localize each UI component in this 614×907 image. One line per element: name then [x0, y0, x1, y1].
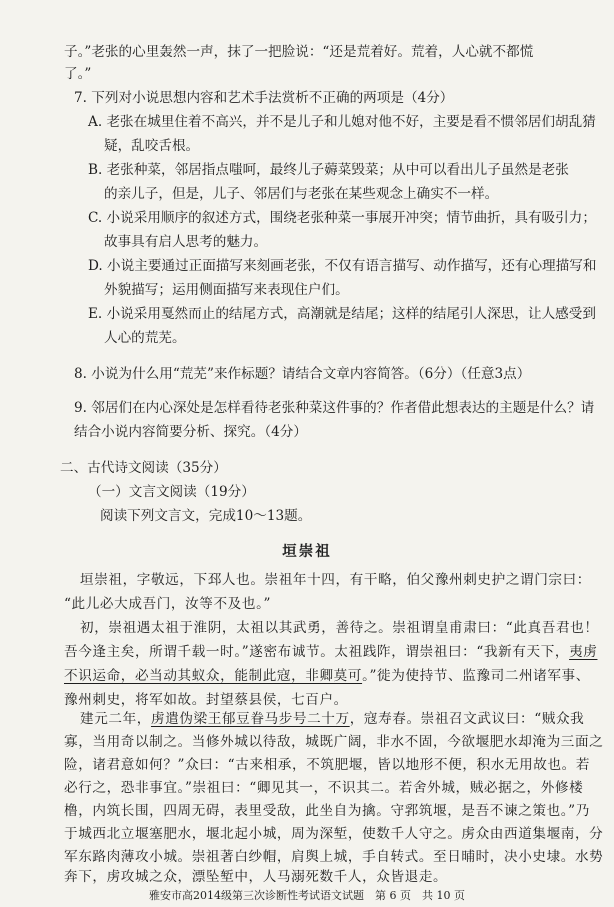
intro-line-1: 子。”老张的心里轰然一声，抹了一把脸说：“还是荒着好。荒着，人心就不都慌 — [64, 44, 534, 60]
passage-p3-line-8: 奔下，虏攻城之众，漂坠堑中，人马溺死数千人，众皆退走。 — [64, 869, 448, 885]
passage-p3-line-5: 橹，内筑长围，四周无碍，表里受敌，此坐自为擒。守郛筑堰，是吾不谏之策也。”乃 — [64, 803, 590, 819]
passage-p2-line-1: 初，崇祖遇太祖于淮阴，太祖以其武勇，善待之。崇祖谓皇甫肃曰：“此真吾君也！ — [80, 620, 599, 636]
passage-p1-line-1: 垣崇祖，字敬远，下邳人也。崇祖年十四，有干略，伯父豫州刺史护之谓门宗曰： — [80, 572, 591, 588]
passage-underlined-phrase-1b: 不识运命，必当动其蚁众，能制此寇，非卿莫可 — [64, 668, 363, 684]
option-a-line-1: A. 老张在城里住着不高兴，并不是儿子和儿媳对他不好，主要是看不惯邻居们胡乱猜 — [88, 114, 596, 130]
passage-p2-line-4: 豫州刺史，将军如故。封望蔡县侯，七百户。 — [64, 692, 348, 708]
passage-p3-line-6: 于城西北立堰塞肥水，堰北起小城，周为深堑，使数千人守之。虏众由西道集堰南，分 — [64, 826, 604, 842]
passage-p3-line-2: 寡，当用奇以制之。当修外城以待敌，城既广阔，非水不固，今欲堰肥水却淹为三面之 — [64, 734, 604, 750]
section-2-subheading: （一）文言文阅读（19分） — [88, 484, 255, 500]
passage-p3-line-1-text-b: ，寇寿春。崇祖召文武议曰：“贼众我 — [349, 711, 585, 727]
passage-p2-line-3 — [64, 664, 590, 689]
option-b-line-1: B. 老张种菜，邻居指点嗤呵，最终儿子薅菜毁菜；从中可以看出儿子虽然是老张 — [88, 162, 569, 178]
option-d-line-1: D. 小说主要通过正面描写来刻画老张，不仅有语言描写、动作描写，还有心理描写和 — [88, 258, 597, 274]
page-footer: 雅安市高2014级第三次诊断性考试语文试题 第 6 页 共 10 页 — [149, 889, 465, 902]
passage-p2-line-2-text: 吾今逢主矣，所谓千载一时。”遂密布诚节。太祖践阼，谓崇祖曰：“我新有天下， — [64, 644, 570, 660]
option-c-line-1: C. 小说采用顺序的叙述方式，围绕老张种菜一事展开冲突；情节曲折，具有吸引力； — [88, 210, 596, 226]
section-2-heading: 二、古代诗文阅读（35分） — [60, 460, 227, 476]
passage-p2-line-2 — [64, 640, 598, 665]
section-2-instruction: 阅读下列文言文，完成10～13题。 — [100, 508, 312, 524]
question-8: 8. 小说为什么用“荒芜”来作标题？请结合文章内容简答。（6分）（任意3点） — [74, 366, 531, 382]
question-9-line-2: 结合小说内容简要分析、探究。（4分） — [74, 424, 307, 440]
passage-p3-line-4: 必行之，恐非事宜。”崇祖曰：“卿见其一，不识其二。若舍外城，贼必据之，外修楼 — [64, 780, 584, 796]
passage-underlined-phrase-1a: 夷虏 — [569, 644, 598, 660]
option-b-line-2: 的亲儿子，但是，儿子、邻居们与老张在某些观念上确实不一样。 — [104, 186, 499, 202]
question-7-stem: 7. 下列对小说思想内容和艺术手法赏析不正确的两项是（4分） — [74, 90, 454, 106]
intro-line-2: 了。” — [64, 66, 92, 82]
passage-p3-line-3: 险，诸君意如何？”众曰：“古来相承，不筑肥堰，皆以地形不便，积水无用故也。若 — [64, 757, 591, 773]
passage-p3-line-1 — [80, 707, 584, 732]
passage-p2-line-3-text: 。”徙为使持节、监豫司二州诸军事、 — [362, 668, 590, 684]
passage-p3-line-7: 军东路肉薄攻小城。崇祖著白纱帽，肩舆上城，手自转式。至日晡时，决小史埭。水势 — [64, 849, 604, 865]
passage-title: 垣崇祖 — [282, 543, 332, 560]
passage-underlined-phrase-2: 虏遣伪梁王郁豆眷马步号二十万 — [150, 711, 350, 727]
option-e-line-1: E. 小说采用戛然而止的结尾方式，高潮就是结尾；这样的结尾引人深思，让人感受到 — [88, 306, 596, 322]
passage-p1-line-2: “此儿必大成吾门，汝等不及也。” — [64, 596, 272, 612]
passage-p3-line-1-text-a: 建元二年， — [80, 711, 151, 727]
option-a-line-2: 疑，乱咬舌根。 — [104, 138, 200, 154]
option-d-line-2: 外貌描写；运用侧面描写来表现住户们。 — [104, 282, 349, 298]
option-e-line-2: 人心的荒芜。 — [104, 330, 186, 346]
option-c-line-2: 故事具有启人思考的魅力。 — [104, 234, 268, 250]
question-9-line-1: 9. 邻居们在内心深处是怎样看待老张种菜这件事的？作者借此想表达的主题是什么？请 — [74, 400, 595, 416]
